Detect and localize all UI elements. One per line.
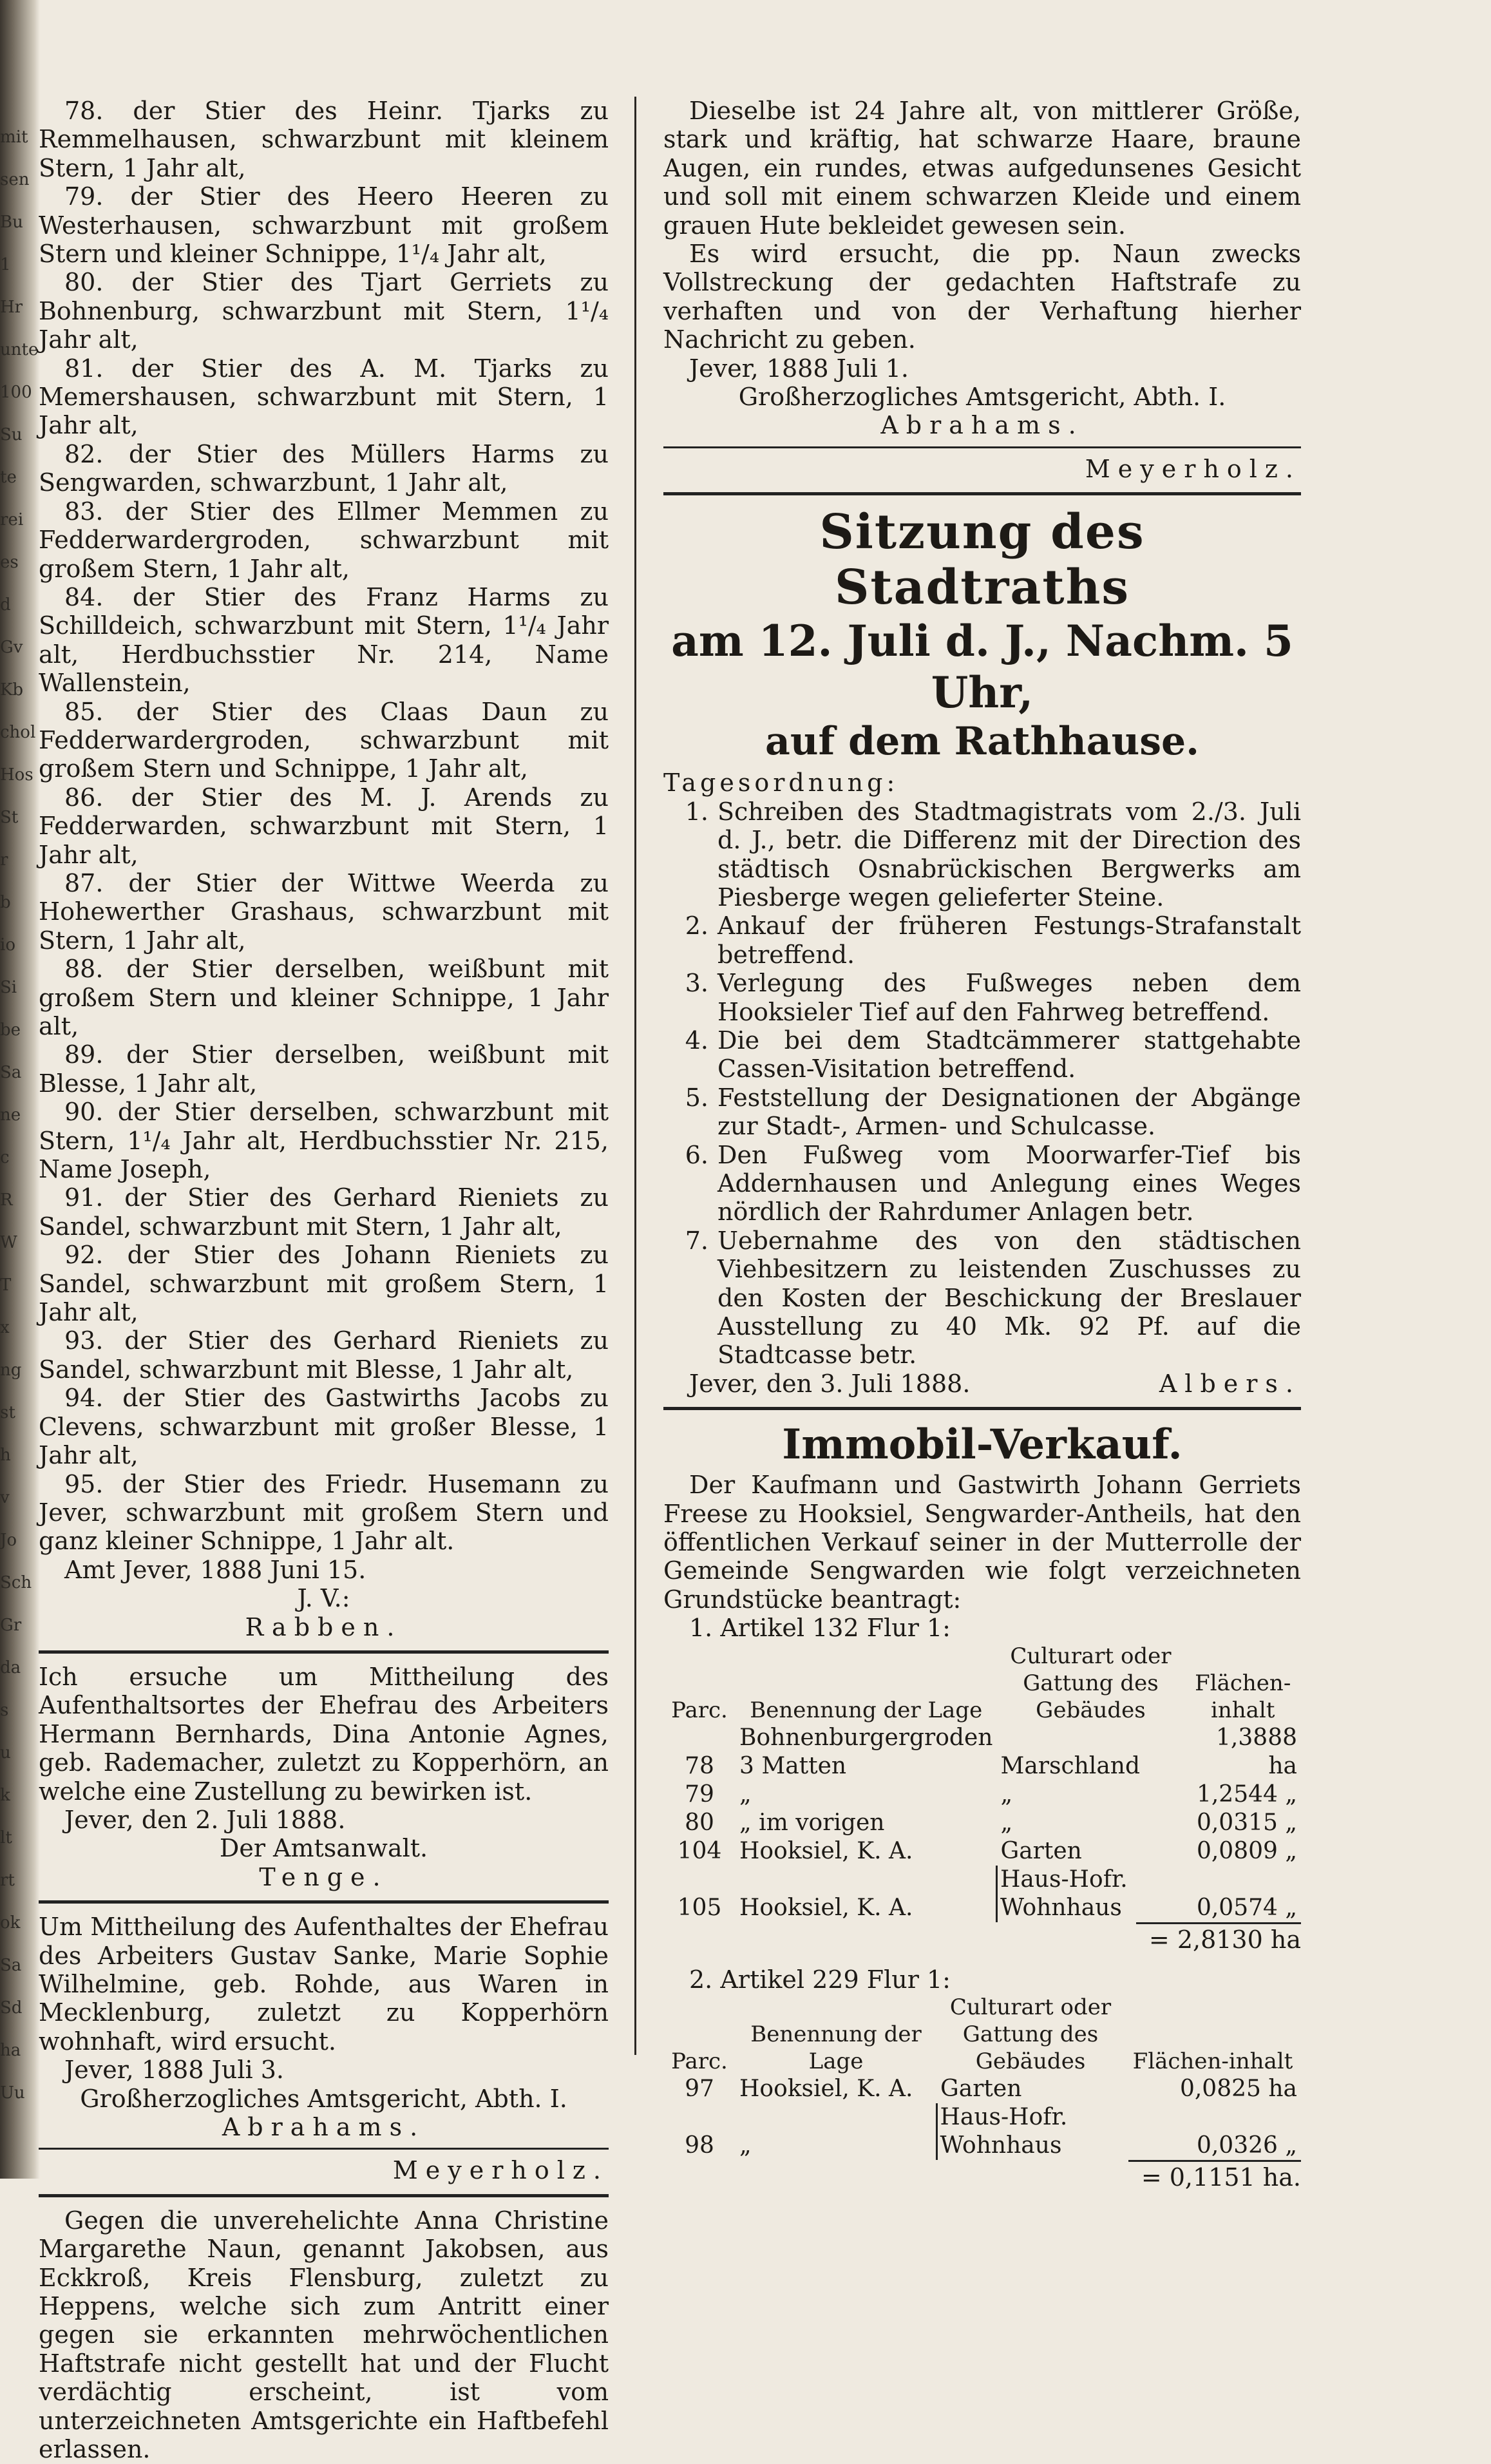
margin-fragment: Jo: [0, 1531, 17, 1550]
cattle-entry: 82. der Stier des Müllers Harms zu Sengwarden, schwarzbunt, 1 Jahr alt,: [39, 439, 609, 497]
date1: Jever, 1888 Juli 1.: [689, 354, 909, 383]
table-row: [663, 2103, 1301, 2160]
cell-kind: Marschland: [1000, 1752, 1141, 1779]
agenda-text: Uebernahme des von den städtischen Viehbesitzern zu leistenden Zuschusses zu den Kosten der Beschickung der Breslauer Ausstellung zu 40 Mk. 92 Pf. auf die Stadtcasse betr.: [717, 1226, 1301, 1370]
cell-name: „: [739, 2132, 752, 2159]
margin-fragment: rei: [0, 510, 24, 530]
cattle-entry: 81. der Stier des A. M. Tjarks zu Memershausen, schwarzbunt mit Stern, 1 Jahr alt,: [39, 354, 609, 440]
request-text: Es wird ersucht, die pp. Naun zwecks Vollstreckung der gedachten Haftstrafe zu verhaften und von der Verhaftung hierher Nachricht zu geben.: [663, 240, 1301, 354]
header-area: Flächen-inhalt: [1132, 2049, 1293, 2075]
margin-fragment: Si: [0, 978, 17, 997]
margin-fragment: r: [0, 850, 8, 870]
agenda-item: [663, 797, 1301, 912]
sale-text: Der Kaufmann und Gastwirth Johann Gerriets Freese zu Hooksiel, Sengwarder-Antheils, hat den öffentlichen Verkauf seiner in der Mutterrolle der Gemeinde Sengwarden wie folgt verzeichneten Grundstücke beantragt:: [663, 1471, 1301, 1614]
notice2-signature: Tenge.: [259, 1862, 388, 1891]
divider: [39, 2194, 609, 2197]
notice1-signature: Rabben.: [245, 1612, 403, 1641]
cattle-entry: 89. der Stier derselben, weißbunt mit Blesse, 1 Jahr alt,: [39, 1040, 609, 1098]
agenda-item: [663, 969, 1301, 1026]
cell-area: 1,2544 „: [1196, 1781, 1297, 1808]
cattle-entry: 94. der Stier des Gastwirths Jacobs zu Clevens, schwarzbunt mit großer Blesse, 1 Jahr alt,: [39, 1384, 609, 1470]
margin-fragment: chol: [0, 723, 36, 742]
cell-area: 0,0809 „: [1196, 1837, 1297, 1864]
article2-total-wrap: [663, 2160, 1301, 2193]
meeting-footer: [663, 1370, 1301, 1398]
cell-kind: „: [1000, 1781, 1013, 1808]
margin-fragment: unte: [0, 340, 39, 359]
margin-fragment: Sa: [0, 1063, 22, 1082]
meeting-date: Jever, den 3. Juli 1888.: [689, 1369, 971, 1398]
notice3-court: Großherzogliches Amtsgericht, Abth. I.: [80, 2084, 567, 2113]
notice3-date: Jever, 1888 Juli 3.: [64, 2056, 284, 2085]
cattle-entry: 90. der Stier derselben, schwarzbunt mit Stern, 1¹/₄ Jahr alt, Herdbuchsstier Nr. 215, Name Joseph,: [39, 1098, 609, 1184]
continued-text: Dieselbe ist 24 Jahre alt, von mittlerer Größe, stark und kräftig, hat schwarze Haare, braune Augen, ein rundes, etwas aufgedunsenes Gesicht und soll mit einem schwarzen Kleide und einem grauen Hute bekleidet gewesen sein.: [663, 97, 1301, 240]
cell-area: 0,0825 ha: [1179, 2076, 1297, 2103]
table-row: [663, 1724, 1301, 1781]
notice3-signature: Abrahams.: [222, 2113, 426, 2142]
header-name: Benennung der Lage: [750, 2021, 922, 2075]
agenda-item: [663, 1227, 1301, 1370]
margin-fragment: ng: [0, 1361, 22, 1380]
margin-fragment: x: [0, 1318, 10, 1337]
cell-name: „: [739, 1781, 752, 1808]
table-row: [663, 1809, 1301, 1837]
agenda-number: 5.: [685, 1083, 708, 1112]
agenda-item: [663, 1026, 1301, 1084]
margin-fragment: ne: [0, 1105, 21, 1125]
cell-kind: Haus-Hofr. Wohnhaus: [936, 2103, 1125, 2160]
cattle-entry: 88. der Stier derselben, weißbunt mit großem Stern und kleiner Schnippe, 1 Jahr alt,: [39, 955, 609, 1040]
cell-area: 0,0315 „: [1196, 1809, 1297, 1836]
cattle-entry: 85. der Stier des Claas Daun zu Fedderwardergroden, schwarzbunt mit großem Stern und Schnippe, 1 Jahr alt,: [39, 697, 609, 783]
article2-rows: [663, 2075, 1301, 2160]
margin-fragment: Sch: [0, 1573, 32, 1592]
agenda-number: 2.: [685, 912, 708, 941]
header-kind: Culturart oder Gattung des Gebäudes: [1010, 1643, 1172, 1723]
cattle-entry: 83. der Stier des Ellmer Memmen zu Fedderwardergroden, schwarzbunt mit großem Stern, 1 Jahr alt,: [39, 497, 609, 583]
notice1-date: Amt Jever, 1888 Juni 15.: [64, 1555, 366, 1584]
agenda-text: Den Fußweg vom Moorwarfer-Tief bis Addernhausen und Anlegung eines Weges nördlich der Rahrdumer Anlagen betr.: [717, 1140, 1301, 1227]
margin-fragment: 100: [0, 383, 32, 402]
margin-fragment: Sa: [0, 1956, 22, 1975]
margin-fragment: d: [0, 595, 11, 615]
cell-parc: 105: [677, 1894, 722, 1921]
cell-name: Hooksiel, K. A.: [739, 2076, 913, 2103]
meeting-subtitle1: am 12. Juli d. J., Nachm. 5 Uhr,: [671, 616, 1293, 718]
margin-fragment: rt: [0, 1871, 15, 1890]
agenda-label: Tagesordnung:: [663, 769, 899, 797]
margin-fragment: io: [0, 935, 15, 955]
margin-fragment: Hos: [0, 765, 33, 785]
cell-area: 0,0574 „: [1196, 1894, 1297, 1921]
cattle-list: [39, 97, 609, 1556]
cell-kind: Garten: [940, 2076, 1022, 2103]
notice3-text: Um Mittheilung des Aufenthaltes der Ehefrau des Arbeiters Gustav Sanke, Marie Sophie Wilhelmine, geb. Rohde, aus Waren in Mecklenburg, zuletzt zu Kopperhörn wohnhaft, wird ersucht.: [39, 1913, 609, 2056]
margin-fragment: 1: [0, 255, 11, 274]
article2-label: 2. Artikel 229 Flur 1:: [689, 1965, 951, 1994]
margin-fragment: ha: [0, 2041, 21, 2060]
article1-rows: [663, 1724, 1301, 1922]
article2-total: = 0,1151 ha.: [1128, 2160, 1301, 2193]
margin-fragment: te: [0, 468, 17, 487]
cattle-entry: 84. der Stier des Franz Harms zu Schilldeich, schwarzbunt mit Stern, 1¹/₄ Jahr alt, Herdbuchsstier Nr. 214, Name Wallenstein,: [39, 582, 609, 698]
cell-name: Hooksiel, K. A.: [739, 1894, 913, 1921]
margin-fragment: st: [0, 1403, 15, 1422]
divider: [39, 1900, 609, 1904]
margin-fragment: Hr: [0, 298, 23, 317]
article1-table: [663, 1643, 1301, 1922]
cell-name: Hooksiel, K. A.: [739, 1837, 913, 1864]
notice2-date: Jever, den 2. Juli 1888.: [64, 1805, 346, 1834]
margin-fragment: u: [0, 1743, 11, 1762]
signature2: Meyerholz.: [1085, 454, 1301, 483]
agenda-item: [663, 912, 1301, 969]
margin-fragment: es: [0, 553, 19, 572]
agenda-number: 4.: [685, 1026, 708, 1055]
margin-fragment: Uu: [0, 2083, 25, 2103]
agenda-text: Feststellung der Designationen der Abgänge zur Stadt-, Armen- und Schulcasse.: [717, 1083, 1301, 1141]
cattle-entry: 80. der Stier des Tjart Gerriets zu Bohnenburg, schwarzbunt mit Stern, 1¹/₄ Jahr alt,: [39, 268, 609, 354]
table-row: [663, 1866, 1301, 1922]
cell-parc: 98: [685, 2132, 714, 2159]
meeting-signature: Albers.: [1159, 1369, 1301, 1398]
notice2-office: Der Amtsanwalt.: [219, 1834, 428, 1863]
margin-fragment: be: [0, 1020, 21, 1040]
table-row: [663, 1837, 1301, 1866]
column-divider: [634, 97, 636, 2055]
cattle-entry: 87. der Stier der Wittwe Weerda zu Hohewerther Grashaus, schwarzbunt mit Stern, 1 Jahr alt,: [39, 868, 609, 955]
agenda-text: Verlegung des Fußweges neben dem Hooksieler Tief auf den Fahrweg betreffend.: [717, 969, 1301, 1026]
cell-parc: 79: [685, 1781, 714, 1808]
header-parc: Parc.: [671, 1697, 728, 1723]
signature1: Abrahams.: [880, 411, 1084, 440]
margin-fragment: Gr: [0, 1616, 22, 1635]
margin-fragment: St: [0, 808, 19, 827]
margin-fragment: b: [0, 893, 11, 912]
agenda-item: [663, 1084, 1301, 1141]
cattle-entry: 92. der Stier des Johann Rieniets zu Sandel, schwarzbunt mit großem Stern, 1 Jahr alt,: [39, 1241, 609, 1327]
cell-area: 0,0326 „: [1196, 2132, 1297, 2159]
margin-fragment: v: [0, 1488, 10, 1507]
margin-fragment: R: [0, 1190, 13, 1210]
cell-kind: Garten: [1000, 1837, 1082, 1864]
header-area: Flächen-inhalt: [1195, 1670, 1291, 1723]
left-column: [39, 97, 609, 2464]
header-name: Benennung der Lage: [750, 1697, 983, 1723]
right-column: [663, 97, 1301, 2193]
agenda-text: Die bei dem Stadtcämmerer stattgehabte Cassen-Visitation betreffend.: [717, 1026, 1301, 1084]
margin-fragment: s: [0, 1701, 9, 1720]
article1-label: 1. Artikel 132 Flur 1:: [689, 1614, 951, 1643]
divider: [663, 1407, 1301, 1410]
sale-title: Immobil-Verkauf.: [782, 1420, 1182, 1469]
cell-parc: 78: [685, 1752, 714, 1779]
margin-fragment: T: [0, 1275, 12, 1295]
margin-fragment: sen: [0, 170, 30, 189]
margin-fragment: Kb: [0, 680, 24, 700]
agenda-number: 1.: [685, 797, 708, 826]
margin-fragments: [0, 116, 37, 2114]
margin-fragment: lt: [0, 1828, 12, 1848]
cell-parc: 80: [685, 1809, 714, 1836]
cell-name: Bohnenburgergroden 3 Matten: [739, 1724, 993, 1779]
cattle-entry: 95. der Stier des Friedr. Husemann zu Jever, schwarzbunt mit großem Stern und ganz kleiner Schnippe, 1 Jahr alt.: [39, 1469, 609, 1556]
article1-total-wrap: [663, 1922, 1301, 1955]
divider: [39, 1650, 609, 1654]
divider: [39, 2148, 609, 2150]
header-kind: Culturart oder Gattung des Gebäudes: [949, 1994, 1112, 2075]
agenda-number: 7.: [685, 1226, 708, 1255]
agenda-number: 3.: [685, 969, 708, 998]
notice1-iv: J. V.:: [297, 1584, 350, 1613]
margin-fragment: W: [0, 1233, 17, 1252]
notice4-text: Gegen die unverehelichte Anna Christine Margarethe Naun, genannt Jakobsen, aus Eckkroß, Kreis Flensburg, zuletzt zu Heppens, welche sich zum Antritt einer gegen sie erkannten mehrwöchentlichen Haftstrafe nicht gestellt hat und der Flucht verdächtig erscheint, ist vom unterzeichneten Amtsgerichte ein Haftbefehl erlassen.: [39, 2206, 609, 2464]
agenda-text: Ankauf der früheren Festungs-Strafanstalt betreffend.: [717, 912, 1301, 969]
divider: [663, 446, 1301, 448]
agenda-number: 6.: [685, 1140, 708, 1169]
notice3-signature2: Meyerholz.: [392, 2156, 609, 2185]
article2-table: [663, 1994, 1301, 2160]
meeting-title: Sitzung des Stadtraths: [819, 504, 1145, 616]
table-header-row: [663, 1994, 1301, 2075]
meeting-subtitle2: auf dem Rathhause.: [764, 719, 1200, 765]
cell-kind: Haus-Hofr. Wohnhaus: [996, 1866, 1184, 1922]
margin-fragment: Gv: [0, 638, 23, 657]
cattle-entry: 79. der Stier des Heero Heeren zu Westerhausen, schwarzbunt mit großem Stern und kleiner Schnippe, 1¹/₄ Jahr alt,: [39, 182, 609, 269]
cattle-entry: 86. der Stier des M. J. Arends zu Fedderwarden, schwarzbunt mit Stern, 1 Jahr alt,: [39, 783, 609, 869]
agenda-text: Schreiben des Stadtmagistrats vom 2./3. Juli d. J., betr. die Differenz mit der Direction des städtisch Osnabrückischen Bergwerks am Piesberge wegen gelieferter Steine.: [717, 797, 1301, 912]
margin-fragment: c: [0, 1148, 10, 1167]
table-header-row: [663, 1643, 1301, 1724]
cell-area: 1,3888 ha: [1216, 1724, 1297, 1779]
agenda-list: [663, 797, 1301, 1370]
table-row: [663, 1781, 1301, 1809]
notice2-text: Ich ersuche um Mittheilung des Aufenthaltsortes der Ehefrau des Arbeiters Hermann Bernhards, Dina Antonie Agnes, geb. Rademacher, zuletzt zu Kopperhörn, an welche eine Zustellung zu bewirken ist.: [39, 1662, 609, 1806]
cattle-entry: 93. der Stier des Gerhard Rieniets zu Sandel, schwarzbunt mit Blesse, 1 Jahr alt,: [39, 1326, 609, 1384]
cattle-entry: 91. der Stier des Gerhard Rieniets zu Sandel, schwarzbunt mit Stern, 1 Jahr alt,: [39, 1183, 609, 1241]
table-row: [663, 2075, 1301, 2103]
divider: [663, 492, 1301, 495]
margin-fragment: da: [0, 1658, 21, 1677]
cell-parc: 97: [685, 2076, 714, 2103]
cell-parc: 104: [677, 1837, 722, 1864]
margin-fragment: k: [0, 1786, 10, 1805]
margin-fragment: Su: [0, 425, 23, 444]
header-parc: Parc.: [671, 2049, 728, 2075]
agenda-item: [663, 1141, 1301, 1227]
margin-fragment: Sd: [0, 1998, 23, 2018]
cell-name: „ im vorigen: [739, 1809, 885, 1836]
margin-fragment: mit: [0, 128, 28, 147]
cattle-entry: 78. der Stier des Heinr. Tjarks zu Remmelhausen, schwarzbunt mit kleinem Stern, 1 Jahr alt,: [39, 97, 609, 182]
cell-kind: „: [1000, 1809, 1013, 1836]
margin-fragment: ok: [0, 1913, 21, 1933]
margin-fragment: Bu: [0, 213, 23, 232]
margin-fragment: h: [0, 1446, 11, 1465]
court1: Großherzogliches Amtsgericht, Abth. I.: [738, 383, 1226, 412]
article1-total: = 2,8130 ha: [1136, 1922, 1301, 1955]
